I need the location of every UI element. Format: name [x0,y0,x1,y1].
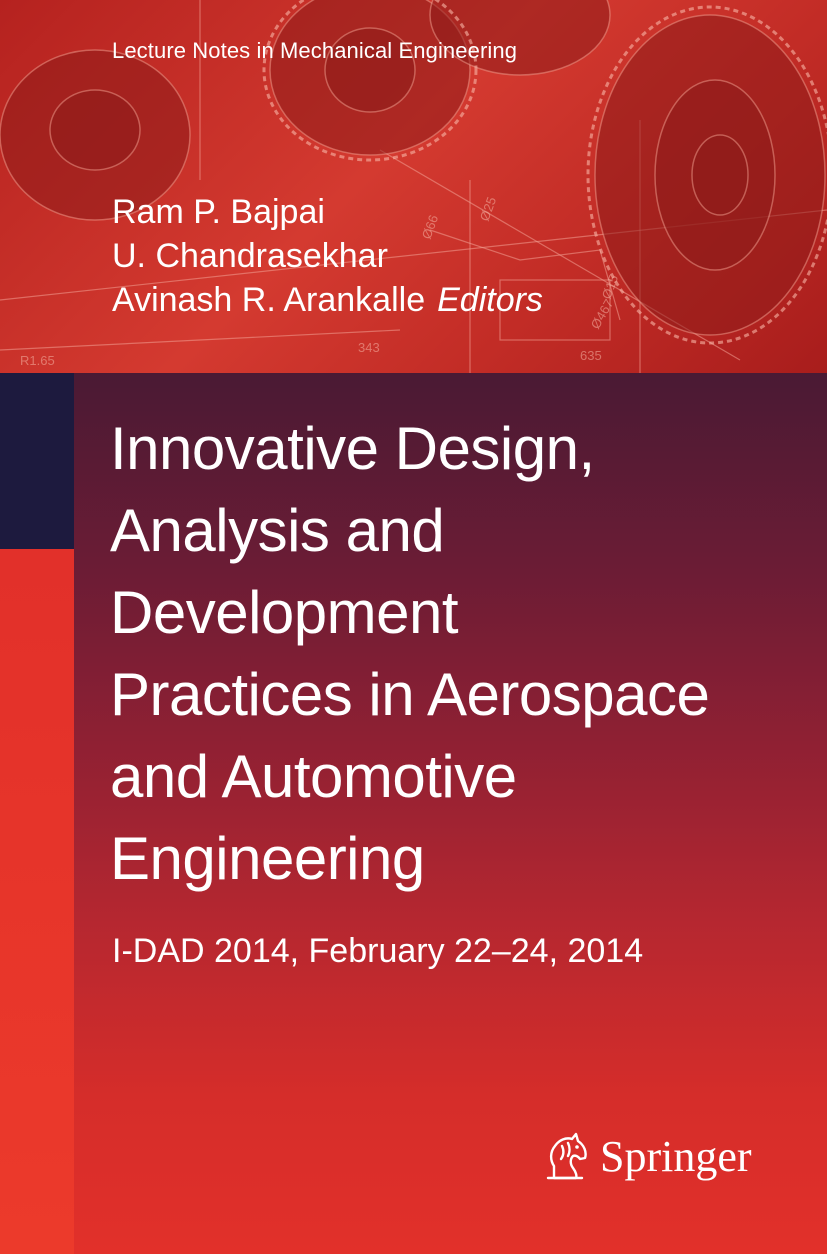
drawing-label: Ø467 [587,296,617,332]
title-line: Analysis and [110,497,445,564]
conference-subtitle: I-DAD 2014, February 22–24, 2014 [112,932,644,970]
publisher-name: Springer [600,1131,752,1181]
springer-horse-icon [540,1128,592,1184]
editors-label: Editors [437,281,543,319]
drawing-label: Ø15 [598,272,622,302]
drawing-label: R1.65 [20,353,55,368]
editor-name: Avinash R. Arankalle [112,281,426,319]
title-line: and Automotive [110,743,517,810]
drawing-label: Ø25 [476,194,500,224]
drawing-label: Ø66 [418,212,442,242]
editors-list [112,190,543,322]
title-line: Development [110,579,459,646]
series-title: Lecture Notes in Mechanical Engineering [112,38,518,63]
publisher-logo-group [540,1128,752,1184]
editor-name: Ram P. Bajpai [112,193,325,231]
drawing-label: 343 [358,340,380,355]
title-line: Engineering [110,825,425,892]
title-line: Innovative Design, [110,415,595,482]
left-accent-strip [0,549,74,1254]
drawing-label: 635 [580,348,602,363]
title-line: Practices in Aerospace [110,661,710,728]
series-color-block [0,373,74,549]
editor-name: U. Chandrasekhar [112,237,388,275]
book-title [110,408,810,900]
editor-name-with-label [112,278,543,322]
